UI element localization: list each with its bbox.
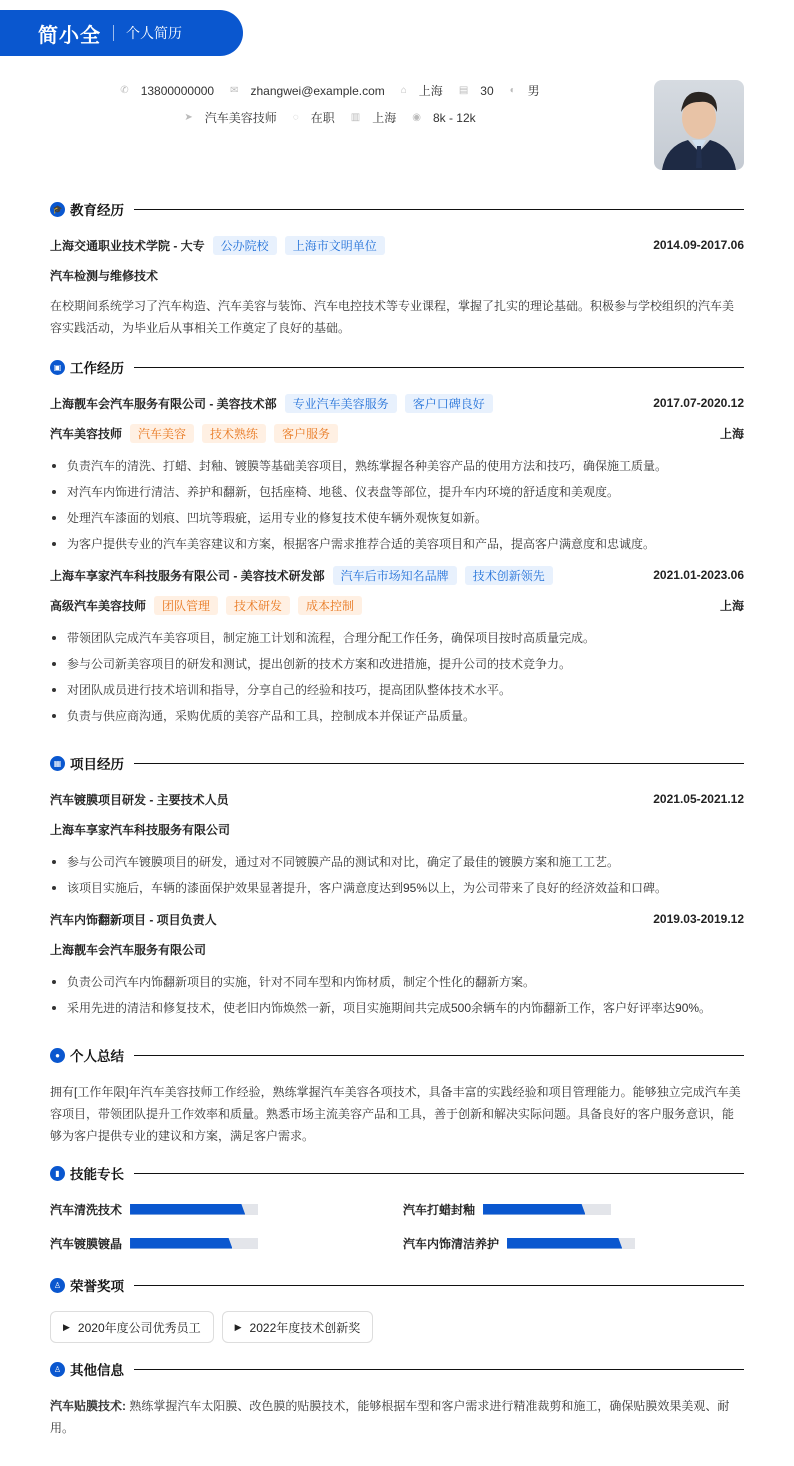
email: zhangwei@example.com: [250, 83, 385, 98]
skill-bar: [483, 1204, 611, 1215]
tag: 客户口碑良好: [405, 394, 493, 413]
section-summary: [50, 1045, 744, 1065]
divider: [134, 1173, 744, 1174]
city: 上海: [418, 84, 443, 98]
section-title: 其他信息: [70, 1363, 124, 1378]
info-icon: ♙: [50, 1362, 65, 1377]
send-icon: ➤: [184, 112, 193, 123]
company: 上海车享家汽车科技服务有限公司 - 美容技术研发部: [50, 568, 325, 583]
other-label: 汽车贴膜技术:: [50, 1399, 126, 1413]
section-work: [50, 357, 744, 377]
tag: 汽车美容: [130, 424, 194, 443]
section-title: 个人总结: [70, 1049, 124, 1064]
status-icon: ◌: [292, 112, 299, 123]
section-skills: [50, 1163, 744, 1183]
project-name: 汽车镀膜项目研发 - 主要技术人员: [50, 792, 229, 807]
divider: [134, 367, 744, 368]
divider: [134, 1285, 744, 1286]
project-entry: [50, 909, 744, 1021]
contact-row-2: [0, 109, 650, 126]
status: 在职: [310, 111, 335, 125]
list-item: 负责与供应商沟通，采购优质的美容产品和工具，控制成本并保证产品质量。: [50, 703, 744, 729]
tag: 上海市文明单位: [285, 236, 385, 255]
grid-icon: ▦: [50, 756, 65, 771]
salary-icon: ◉: [412, 112, 421, 123]
skill-item: [403, 1233, 744, 1253]
other-text: 熟练掌握汽车太阳膜、改色膜的贴膜技术，能够根据车型和客户需求进行精准裁剪和施工，确保贴膜效果美观、耐用。: [50, 1399, 730, 1435]
list-item: 带领团队完成汽车美容项目，制定施工计划和流程，合理分配工作任务，确保项目按时高质量完成。: [50, 625, 744, 651]
avatar-photo: [654, 80, 744, 170]
salary: 8k - 12k: [432, 110, 476, 125]
section-title: 荣誉奖项: [70, 1279, 124, 1294]
skill-item: [50, 1199, 403, 1219]
list-item: 参与公司新美容项目的研发和测试，提出创新的技术方案和改进措施，提升公司的技术竞争力。: [50, 651, 744, 677]
summary-text: 拥有[工作年限]年汽车美容技师工作经验，熟练掌握汽车美容各项技术，具备丰富的实践经验和项目管理能力。能够独立完成汽车美容项目，带领团队提升工作效率和质量。熟悉市场主流美容产品和工具，善于创新和解决实际问题。具备良好的客户服务意识，能够为客户提供专业的建议和方案，满足客户需求。: [50, 1085, 741, 1143]
skill-bar-fill: [507, 1238, 622, 1249]
list-item: 为客户提供专业的汽车美容建议和方案，根据客户需求推荐合适的美容项目和产品，提高客户满意度和忠诚度。: [50, 531, 744, 557]
briefcase-icon: ▣: [50, 360, 65, 375]
tag: 技术研发: [226, 596, 290, 615]
role: 汽车美容技师: [50, 426, 123, 441]
section-title: 项目经历: [70, 757, 124, 772]
date: 2021.01-2023.06: [653, 568, 744, 582]
list-item: 参与公司汽车镀膜项目的研发，通过对不同镀膜产品的测试和对比，确定了最佳的镀膜方案和施工工艺。: [50, 849, 744, 875]
list-item: 该项目实施后，车辆的漆面保护效果显著提升，客户满意度达到95%以上，为公司带来了良好的经济效益和口碑。: [50, 875, 744, 901]
section-honors: [50, 1275, 744, 1295]
skill-bar-fill: [130, 1204, 245, 1215]
other-info: [50, 1395, 744, 1439]
divider: [113, 25, 114, 41]
honor-label: 2022年度技术创新奖: [249, 1320, 361, 1335]
tag: 客户服务: [274, 424, 338, 443]
tag: 技术熟练: [202, 424, 266, 443]
section-title: 教育经历: [70, 203, 124, 218]
divider: [134, 1055, 744, 1056]
skill-bar: [507, 1238, 635, 1249]
triangle-icon: ▶: [234, 1321, 242, 1332]
tag: 成本控制: [298, 596, 362, 615]
divider: [134, 209, 744, 210]
gender: 男: [527, 84, 540, 98]
project-entry: [50, 789, 744, 901]
work-entry: [50, 565, 744, 729]
home-icon: ⌂: [400, 85, 407, 96]
date: 2019.03-2019.12: [653, 912, 744, 926]
section-title: 工作经历: [70, 361, 124, 376]
skill-bar-fill: [483, 1204, 585, 1215]
honor-label: 2020年度公司优秀员工: [77, 1320, 201, 1335]
skill-bar: [130, 1204, 258, 1215]
tag: 专业汽车美容服务: [285, 394, 397, 413]
age-icon: ▤: [458, 85, 469, 96]
date: 2021.05-2021.12: [653, 792, 744, 806]
education-header: [50, 235, 744, 255]
date: 2014.09-2017.06: [653, 238, 744, 252]
award-icon: ♙: [50, 1278, 65, 1293]
resume-subtitle: 个人简历: [126, 25, 182, 41]
tag: 汽车后市场知名品牌: [333, 566, 457, 585]
role: 高级汽车美容技师: [50, 598, 147, 613]
company: 上海靓车会汽车服务有限公司 - 美容技术部: [50, 396, 277, 411]
triangle-icon: ▶: [63, 1321, 70, 1332]
section-education: [50, 199, 744, 219]
skill-bar: [130, 1238, 258, 1249]
project-company: 上海车享家汽车科技服务有限公司: [50, 822, 231, 837]
city: 上海: [719, 598, 744, 613]
tag: 团队管理: [154, 596, 218, 615]
list-item: 对汽车内饰进行清洁、养护和翻新，包括座椅、地毯、仪表盘等部位，提升车内环境的舒适度和美观度。: [50, 479, 744, 505]
skill-name: 汽车打蜡封釉: [403, 1202, 476, 1217]
graduation-cap-icon: 🎓: [50, 202, 65, 217]
skill-item: [50, 1233, 403, 1253]
gender-icon: ◐: [509, 85, 516, 96]
skill-name: 汽车内饰清洁养护: [403, 1236, 500, 1251]
tag: 公办院校: [213, 236, 277, 255]
work-entry: [50, 393, 744, 557]
list-item: 对团队成员进行技术培训和指导，分享自己的经验和技巧，提高团队整体技术水平。: [50, 677, 744, 703]
building-icon: ▥: [350, 112, 361, 123]
skill-name: 汽车镀膜镀晶: [50, 1236, 123, 1251]
list-item: 负责公司汽车内饰翻新项目的实施，针对不同车型和内饰材质，制定个性化的翻新方案。: [50, 969, 744, 995]
list-item: 采用先进的清洁和修复技术，使老旧内饰焕然一新，项目实施期间共完成500余辆车的内饰翻新工作，客户好评率达90%。: [50, 995, 744, 1021]
honors-list: [50, 1311, 744, 1343]
school: 上海交通职业技术学院 - 大专: [50, 238, 205, 253]
bar-chart-icon: ▮: [50, 1166, 65, 1181]
project-name: 汽车内饰翻新项目 - 项目负责人: [50, 912, 217, 927]
date: 2017.07-2020.12: [653, 396, 744, 410]
section-title: 技能专长: [70, 1167, 124, 1182]
contact-row-1: [0, 82, 650, 99]
tag: 技术创新领先: [465, 566, 553, 585]
resume-body: [50, 199, 744, 1447]
honor-item: [222, 1311, 374, 1343]
project-company: 上海靓车会汽车服务有限公司: [50, 942, 207, 957]
header-banner: [0, 10, 243, 56]
target-city: 上海: [372, 111, 397, 125]
age: 30: [480, 83, 494, 98]
divider: [134, 1369, 744, 1370]
resume-name: 简小全: [38, 24, 101, 47]
phone-icon: ✆: [120, 85, 129, 96]
skill-item: [403, 1199, 744, 1219]
user-icon: ●: [50, 1048, 65, 1063]
section-project: [50, 753, 744, 773]
position: 汽车美容技师: [204, 111, 277, 125]
divider: [134, 763, 744, 764]
skill-bar-fill: [130, 1238, 232, 1249]
honor-item: [50, 1311, 214, 1343]
skill-name: 汽车清洗技术: [50, 1202, 123, 1217]
section-other: [50, 1359, 744, 1379]
skills-grid: [50, 1199, 744, 1253]
city: 上海: [719, 426, 744, 441]
major: 汽车检测与维修技术: [50, 268, 159, 283]
list-item: 负责汽车的清洗、打蜡、封釉、镀膜等基础美容项目，熟练掌握各种美容产品的使用方法和技巧，确保施工质量。: [50, 453, 744, 479]
phone: 13800000000: [140, 83, 215, 98]
mail-icon: ✉: [230, 85, 239, 96]
education-desc: 在校期间系统学习了汽车构造、汽车美容与装饰、汽车电控技术等专业课程，掌握了扎实的理论基础。积极参与学校组织的汽车美容实践活动，为毕业后从事相关工作奠定了良好的基础。: [50, 299, 735, 335]
list-item: 处理汽车漆面的划痕、凹坑等瑕疵，运用专业的修复技术使车辆外观恢复如新。: [50, 505, 744, 531]
